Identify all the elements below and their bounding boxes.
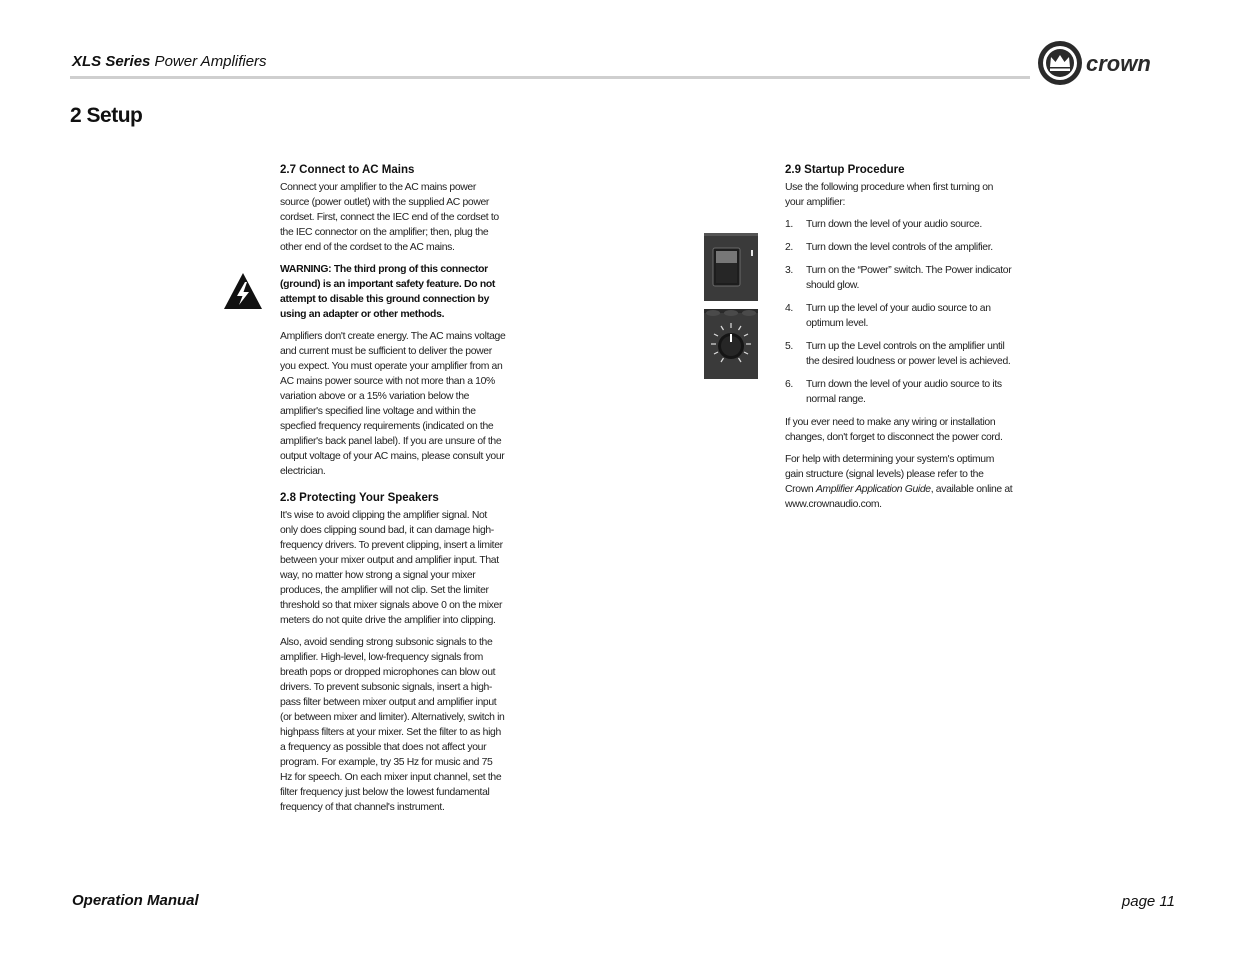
section-2-8-paragraph-1: It's wise to avoid clipping the amplifier signal. Not only does clipping sound bad, it can damage high-frequency drivers. To prevent clipping, insert a limiter between your mixer output and amplifier input. That way, no matter how strong a signal your mixer produces, the amplifier will not clip. Set the limiter threshold so that mixer signals above 0 on the mixer meters do not quite drive the amplifier into clipping. [280, 510, 503, 626]
section-2-7-paragraph-1: Connect your amplifier to the AC mains power source (power outlet) with the supplied AC power cordset. First, connect the IEC end of the cordset to the IEC connector on the amplifier; then, plug the other end of the cordset to the AC mains. [280, 182, 499, 253]
section-2-8-heading: 2.8 Protecting Your Speakers [280, 492, 439, 504]
step-text: Turn down the level of your audio source to its normal range. [806, 379, 1002, 405]
step-number: 6. [785, 379, 793, 390]
step-number: 2. [785, 242, 793, 253]
help-note-tail: , available online at www.crownaudio.com. [785, 484, 1013, 510]
list-item [785, 263, 1013, 293]
startup-steps-list [785, 217, 1013, 407]
wiring-note: If you ever need to make any wiring or installation changes, don't forget to disconnect the power cord. [785, 417, 1003, 443]
step-number: 4. [785, 303, 793, 314]
step-text: Turn down the level controls of the amplifier. [806, 242, 993, 253]
crown-logo [1036, 38, 1186, 88]
list-item [785, 217, 1013, 232]
help-note-lead: For help with determining your system's optimum gain structure (signal levels) please refer to the Crown [785, 454, 995, 495]
list-item [785, 240, 1013, 255]
step-text: Turn up the level of your audio source to an optimum level. [806, 303, 991, 329]
section-2-8-paragraph-2: Also, avoid sending strong subsonic signals to the amplifier. High-level, low-frequency signals from breath pops or dropped microphones can blow out drivers. To prevent subsonic signals, insert a high-pass filter between mixer output and amplifier input (or between mixer and limiter). Alternatively, switch in highpass filters at your mixer. Set the filter to as high a frequency as possible that does not affect your program. For example, try 35 Hz for music and 75 Hz for speech. On each mixer input channel, set the filter frequency just below the lowest fundamental frequency of that channel's instrument. [280, 637, 505, 813]
series-name: XLS Series [72, 53, 151, 70]
step-number: 1. [785, 219, 793, 230]
list-item [785, 301, 1013, 331]
list-item [785, 339, 1013, 369]
left-column [280, 164, 506, 822]
section-2-7-paragraph-2: Amplifiers don't create energy. The AC mains voltage and current must be sufficient to deliver the power you expect. You must operate your amplifier from an AC mains power source with not more than a 10% variation above or a 15% variation below the amplifier's specified line voltage and within the specfied frequency requirements (indicated on the amplifier's back panel label). If you are unsure of the output voltage of your AC mains, please consult your electrician. [280, 331, 506, 477]
step-text: Turn on the “Power” switch. The Power indicator should glow. [806, 265, 1012, 291]
step-text: Turn down the level of your audio source. [806, 219, 982, 230]
warning-lightning-icon [223, 272, 263, 310]
header-divider [70, 76, 1030, 79]
series-subtitle: Power Amplifiers [150, 53, 267, 70]
section-2-9-heading: 2.9 Startup Procedure [785, 164, 905, 176]
footer-manual-title: Operation Manual [72, 892, 199, 909]
power-switch-illustration [704, 233, 758, 301]
list-item [785, 377, 1013, 407]
help-note [785, 452, 1013, 512]
section-title: 2 Setup [70, 104, 143, 127]
page-number: page 11 [1121, 893, 1175, 910]
right-column [785, 164, 1013, 519]
application-guide-title: Amplifier Application Guide [815, 484, 931, 495]
section-2-7-heading: 2.7 Connect to AC Mains [280, 164, 415, 176]
step-text: Turn up the Level controls on the amplifier until the desired loudness or power level is achieved. [806, 341, 1011, 367]
header-series-title [72, 53, 267, 70]
step-number: 5. [785, 341, 793, 352]
section-2-9-intro: Use the following procedure when first turning on your amplifier: [785, 182, 994, 208]
step-number: 3. [785, 265, 793, 276]
ground-warning: WARNING: The third prong of this connector (ground) is an important safety feature. Do not attempt to disable this ground connection by using an adapter or other methods. [280, 264, 496, 320]
level-knob-illustration [704, 309, 758, 379]
logo-wordmark: crown [1086, 51, 1151, 76]
